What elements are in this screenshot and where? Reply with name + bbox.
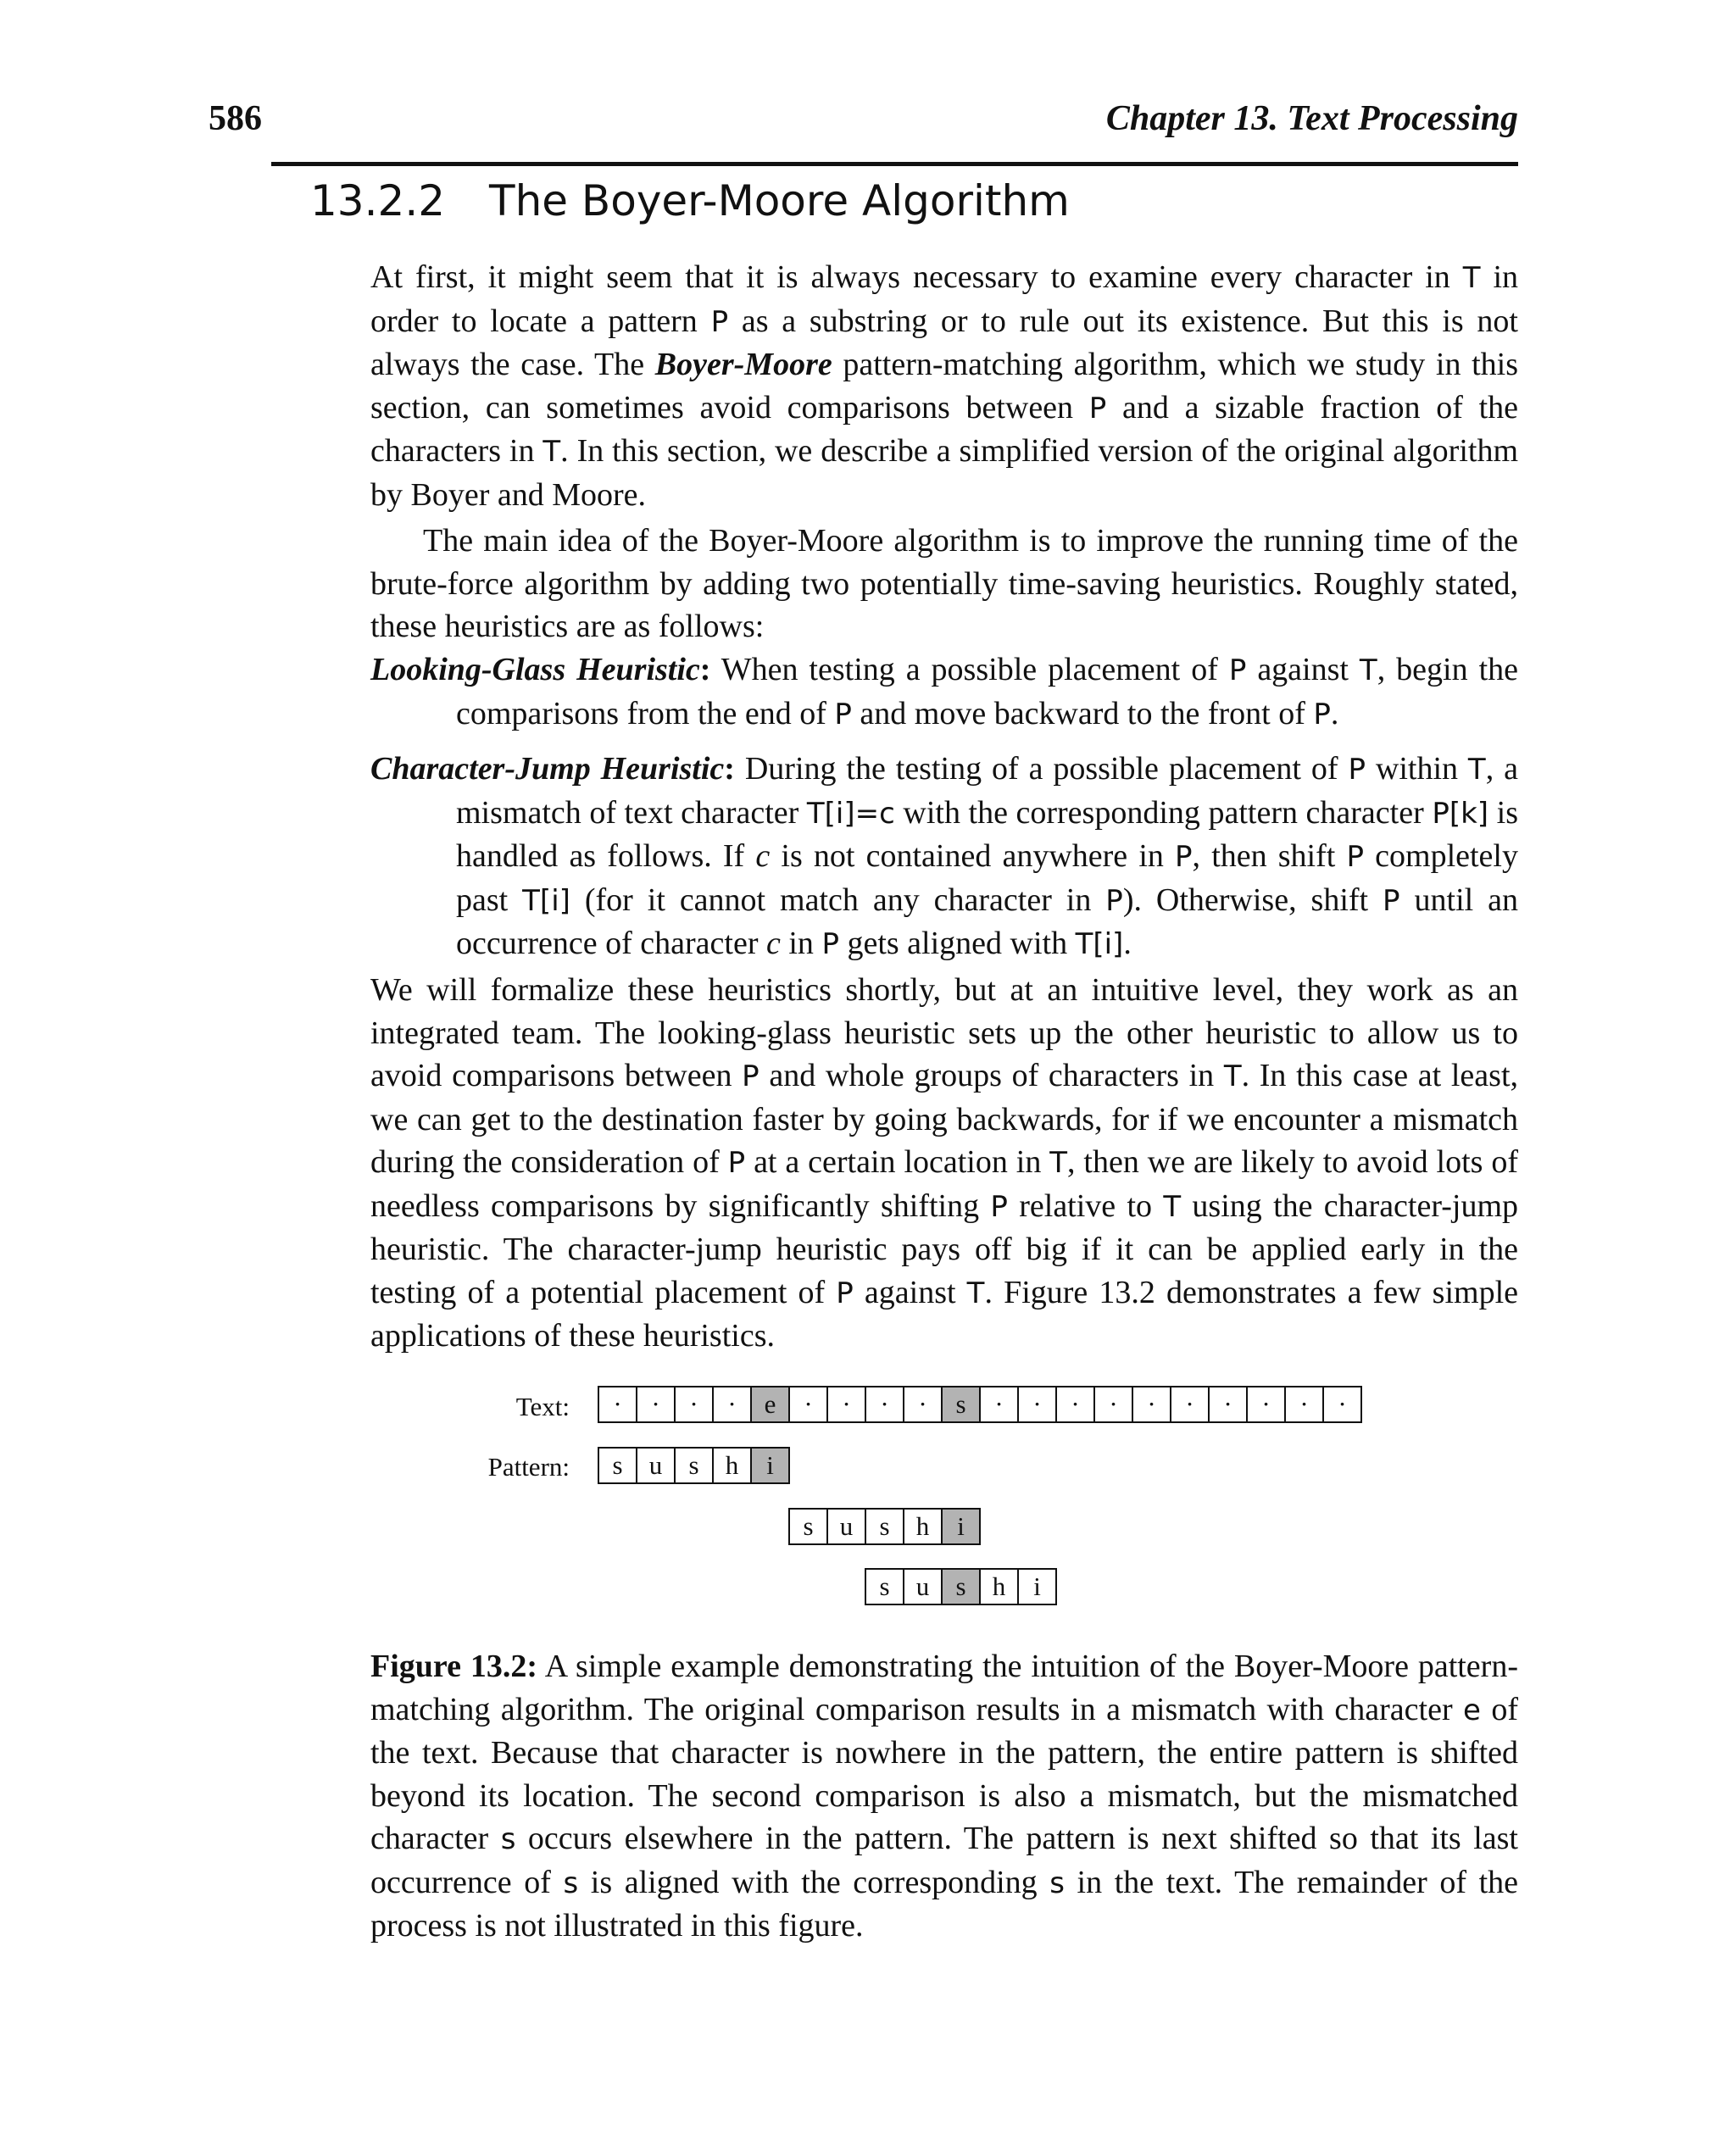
text-run: is not contained anywhere in [770,838,1176,874]
pattern-cell: s [598,1447,637,1484]
text-run: . [1330,695,1339,731]
math-symbol: P [1383,883,1400,918]
heuristic-term: Looking-Glass Heuristic [370,652,700,687]
math-variable: c [766,926,781,961]
text-run: gets aligned with [838,926,1076,961]
text-cell: · [903,1386,943,1423]
math-symbol: T[i] [1075,927,1124,961]
running-header: Chapter 13. Text Processing [1105,99,1518,138]
text-run: is handled as follows. If [456,794,1518,874]
text-run: against [853,1274,967,1310]
pattern-cell: h [903,1508,943,1545]
text-array [598,1386,1362,1423]
text-run: During the testing of a possible placement of [734,751,1349,787]
pattern-cell: u [636,1447,676,1484]
text-run: in order to locate a pattern [370,259,1518,339]
text-run: . [1123,926,1132,961]
text-run: , then shift [1192,838,1347,874]
math-symbol: T [1223,1059,1242,1093]
text-run: : [699,652,711,687]
text-run: (for it cannot match any character in [570,881,1106,918]
math-symbol: e [1463,1693,1481,1727]
math-symbol: T [1163,1189,1182,1224]
math-symbol: T [1049,1146,1068,1180]
text-cell: · [1322,1386,1362,1423]
text-run: in the text. The remainder of the process is not illustrated in this figure. [370,1864,1518,1944]
heuristic-term: Character-Jump Heuristic [370,751,725,787]
caption-label: Figure 13.2: [370,1649,537,1684]
pattern-cell: s [865,1568,904,1605]
text-run: within [1365,751,1468,787]
text-cell: · [598,1386,637,1423]
math-symbol: P [1175,840,1193,874]
figure-caption [370,1645,1518,1948]
text-run: is aligned with the corresponding [578,1864,1050,1900]
text-run: . In this section, we describe a simplified version of the original algorithm by Boyer and Moore. [370,433,1519,513]
text-cell: · [1017,1386,1057,1423]
math-symbol: s [500,1822,516,1856]
paragraph-main-idea [370,520,1518,648]
text-cell: · [979,1386,1019,1423]
pattern-cell: h [979,1568,1019,1605]
text-run: occurs elsewhere in the pattern. The pattern is next shifted so that its last occurrence of [370,1821,1518,1900]
section-number: 13.2.2 [310,176,446,225]
text-cell: · [1055,1386,1095,1423]
math-symbol: P [1346,840,1364,874]
pattern-row-label: Pattern: [487,1452,570,1482]
math-symbol: T[i] [522,883,570,918]
text-run: as a substring or to rule out its existence. But this is not always the case. The [370,303,1518,382]
text-cell: · [1284,1386,1324,1423]
math-symbol: T [1359,653,1377,687]
text-cell: · [674,1386,714,1423]
pattern-row [598,1447,790,1484]
text-cell: · [826,1386,866,1423]
text-cell: · [1170,1386,1210,1423]
math-symbol: P [1348,753,1366,787]
text-run: pattern-matching algorithm, which we study in this section, can sometimes avoid comparisons between [370,347,1518,425]
paragraph-intro [370,256,1518,516]
text-run: against [1246,652,1360,687]
text-run: at a certain location in [745,1144,1050,1180]
heuristic-character-jump [370,748,1518,966]
text-run: , a mismatch of text character [456,751,1518,831]
page-number: 586 [209,99,262,138]
pattern-row [865,1568,1057,1605]
text-run: We will formalize these heuristics shortly, but at an intuitive level, they work as an integrated team. The looking-glass heuristic sets up the other heuristic to allow us to avoid comparisons between [370,972,1518,1093]
math-symbol: P [742,1059,760,1093]
pattern-cell: s [941,1568,981,1605]
pattern-cell: u [903,1568,943,1605]
text-run: of the text. Because that character is nowhere in the pattern, the entire pattern is shifted beyond its location. The second comparison is also a mismatch, but the mismatched character [370,1691,1518,1856]
math-symbol: T[i]=c [806,796,895,831]
text-run: . In this case at least, we can get to the destination faster by going backwards, for if we encounter a mismatch during the consideration of [370,1058,1518,1180]
math-variable: c [755,838,771,874]
pattern-cell: u [826,1508,866,1545]
text-cell: e [750,1386,790,1423]
pattern-cell: i [1017,1568,1057,1605]
text-run: When testing a possible placement of [710,652,1229,687]
text-cell: s [941,1386,981,1423]
math-symbol: s [563,1866,579,1900]
text-cell: · [788,1386,828,1423]
pattern-cell: h [712,1447,752,1484]
math-symbol: P [710,304,729,339]
pattern-cell: i [750,1447,790,1484]
text-cell: · [636,1386,676,1423]
text-cell: · [1246,1386,1286,1423]
text-run: A simple example demonstrating the intuition of the Boyer-Moore pattern-matching algorithm. The original comparison results in a mismatch with character [370,1649,1518,1727]
math-symbol: P [990,1189,1008,1224]
text-run: using the character-jump heuristic. The character-jump heuristic pays off big if it can be applied early in the testing of a potential placement of [370,1187,1519,1310]
pattern-cell: s [788,1508,828,1545]
text-run: and a sizable fraction of the characters in [370,389,1519,469]
math-symbol: T [542,435,561,469]
text-cell: · [712,1386,752,1423]
text-run: in [780,926,822,961]
math-symbol: P [834,697,852,731]
math-symbol: T [966,1276,985,1310]
text-run: At first, it might seem that it is always necessary to examine every character in [370,259,1463,295]
text-cell: · [865,1386,904,1423]
heuristic-looking-glass [370,648,1518,736]
text-run: . Figure 13.2 demonstrates a few simple applications of these heuristics. [370,1274,1518,1354]
math-symbol: P [727,1146,746,1180]
math-symbol: P [1105,883,1123,918]
text-run: until an occurrence of character [456,881,1518,961]
math-symbol: P[k] [1432,796,1489,831]
text-cell: · [1093,1386,1133,1423]
text-run: ). Otherwise, shift [1122,881,1383,918]
text-run: and whole groups of characters in [759,1058,1224,1093]
text-cell: · [1132,1386,1171,1423]
pattern-cell: s [865,1508,904,1545]
math-symbol: P [1228,653,1247,687]
pattern-row [788,1508,981,1545]
math-symbol: T [1467,753,1486,787]
text-cell: · [1208,1386,1248,1423]
text-run: and move backward to the front of [851,695,1314,731]
section-title: The Boyer-Moore Algorithm [489,176,1070,225]
text-run: : [724,751,735,787]
text-run: completely past [456,838,1518,918]
text-run: relative to [1007,1187,1164,1224]
math-symbol: P [1313,697,1331,731]
text-run: , then we are likely to avoid lots of needless comparisons by significantly shifting [370,1144,1518,1224]
text-run: The main idea of the Boyer-Moore algorithm is to improve the running time of the brute-force algorithm by adding two potentially time-saving heuristics. Roughly stated, these heuristics are as follows: [370,523,1518,644]
header-rule [271,162,1518,166]
text-run: , begin the comparisons from the end of [456,652,1518,731]
text-row-label: Text: [515,1392,570,1421]
math-symbol: P [1088,391,1107,425]
pattern-cell: s [674,1447,714,1484]
paragraph-formalize [370,969,1518,1358]
section-heading [310,176,1070,225]
math-symbol: P [836,1276,854,1310]
math-symbol: T [1462,261,1481,295]
text-run: with the corresponding pattern character [894,794,1433,831]
pattern-cell: i [941,1508,981,1545]
emphasis-term: Boyer-Moore [654,347,832,382]
math-symbol: s [1049,1866,1065,1900]
math-symbol: P [821,927,839,961]
